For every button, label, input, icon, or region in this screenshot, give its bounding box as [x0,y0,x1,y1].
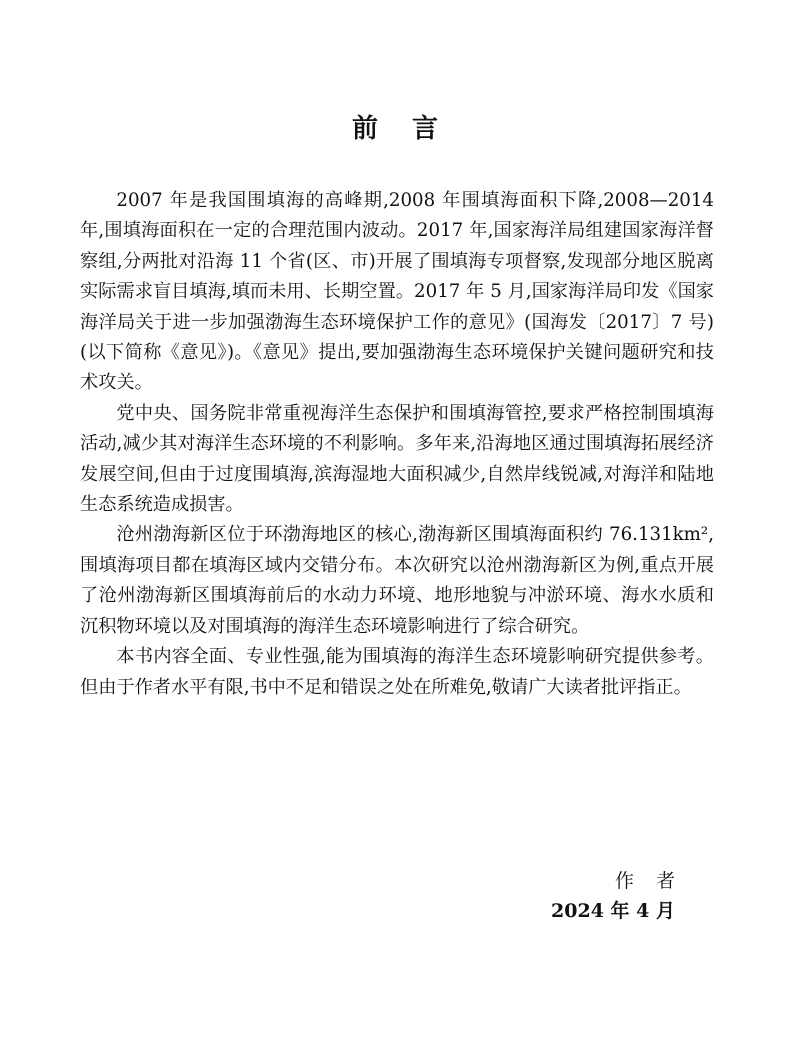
signature-date: 2024 年 4 月 [551,900,675,922]
preface-body [80,186,714,703]
signature-block [551,866,697,926]
page-title: 前言 [351,114,472,144]
signature-author: 作者 [614,870,697,892]
paragraph-1: 2007 年是我国围填海的高峰期,2008 年围填海面积下降,2008—2014 年,围填海面积在一定的合理范围内波动。2017 年,国家海洋局组建国家海洋督察组,分两批对沿海 11 个省(区、市)开展了围填海专项督察,发现部分地区脱离实际需求盲目填海,填而未用、长期空置。2017 年 5 月,国家海洋局印发《国家海洋局关于进一步加强渤海生态环境保护工作的意见》(国海发〔2017〕7 号)(以下简称《意见》)。《意见》提出,要加强渤海生态环境保护关键问题研究和技术攻关。 [80,190,714,394]
paragraph-3: 沧州渤海新区位于环渤海地区的核心,渤海新区围填海面积约 76.131km²,围填海项目都在填海区域内交错分布。本次研究以沧州渤海新区为例,重点开展了沧州渤海新区围填海前后的水动力环境、地形地貌与冲淤环境、海水水质和沉积物环境以及对围填海的海洋生态环境影响进行了综合研究。 [80,524,714,637]
paragraph-2: 党中央、国务院非常重视海洋生态保护和围填海管控,要求严格控制围填海活动,减少其对海洋生态环境的不利影响。多年来,沿海地区通过围填海拓展经济发展空间,但由于过度围填海,滨海湿地大面积减少,自然岸线锐减,对海洋和陆地生态系统造成损害。 [80,402,714,516]
paragraph-4: 本书内容全面、专业性强,能为围填海的海洋生态环境影响研究提供参考。但由于作者水平有限,书中不足和错误之处在所难免,敬请广大读者批评指正。 [80,646,714,698]
